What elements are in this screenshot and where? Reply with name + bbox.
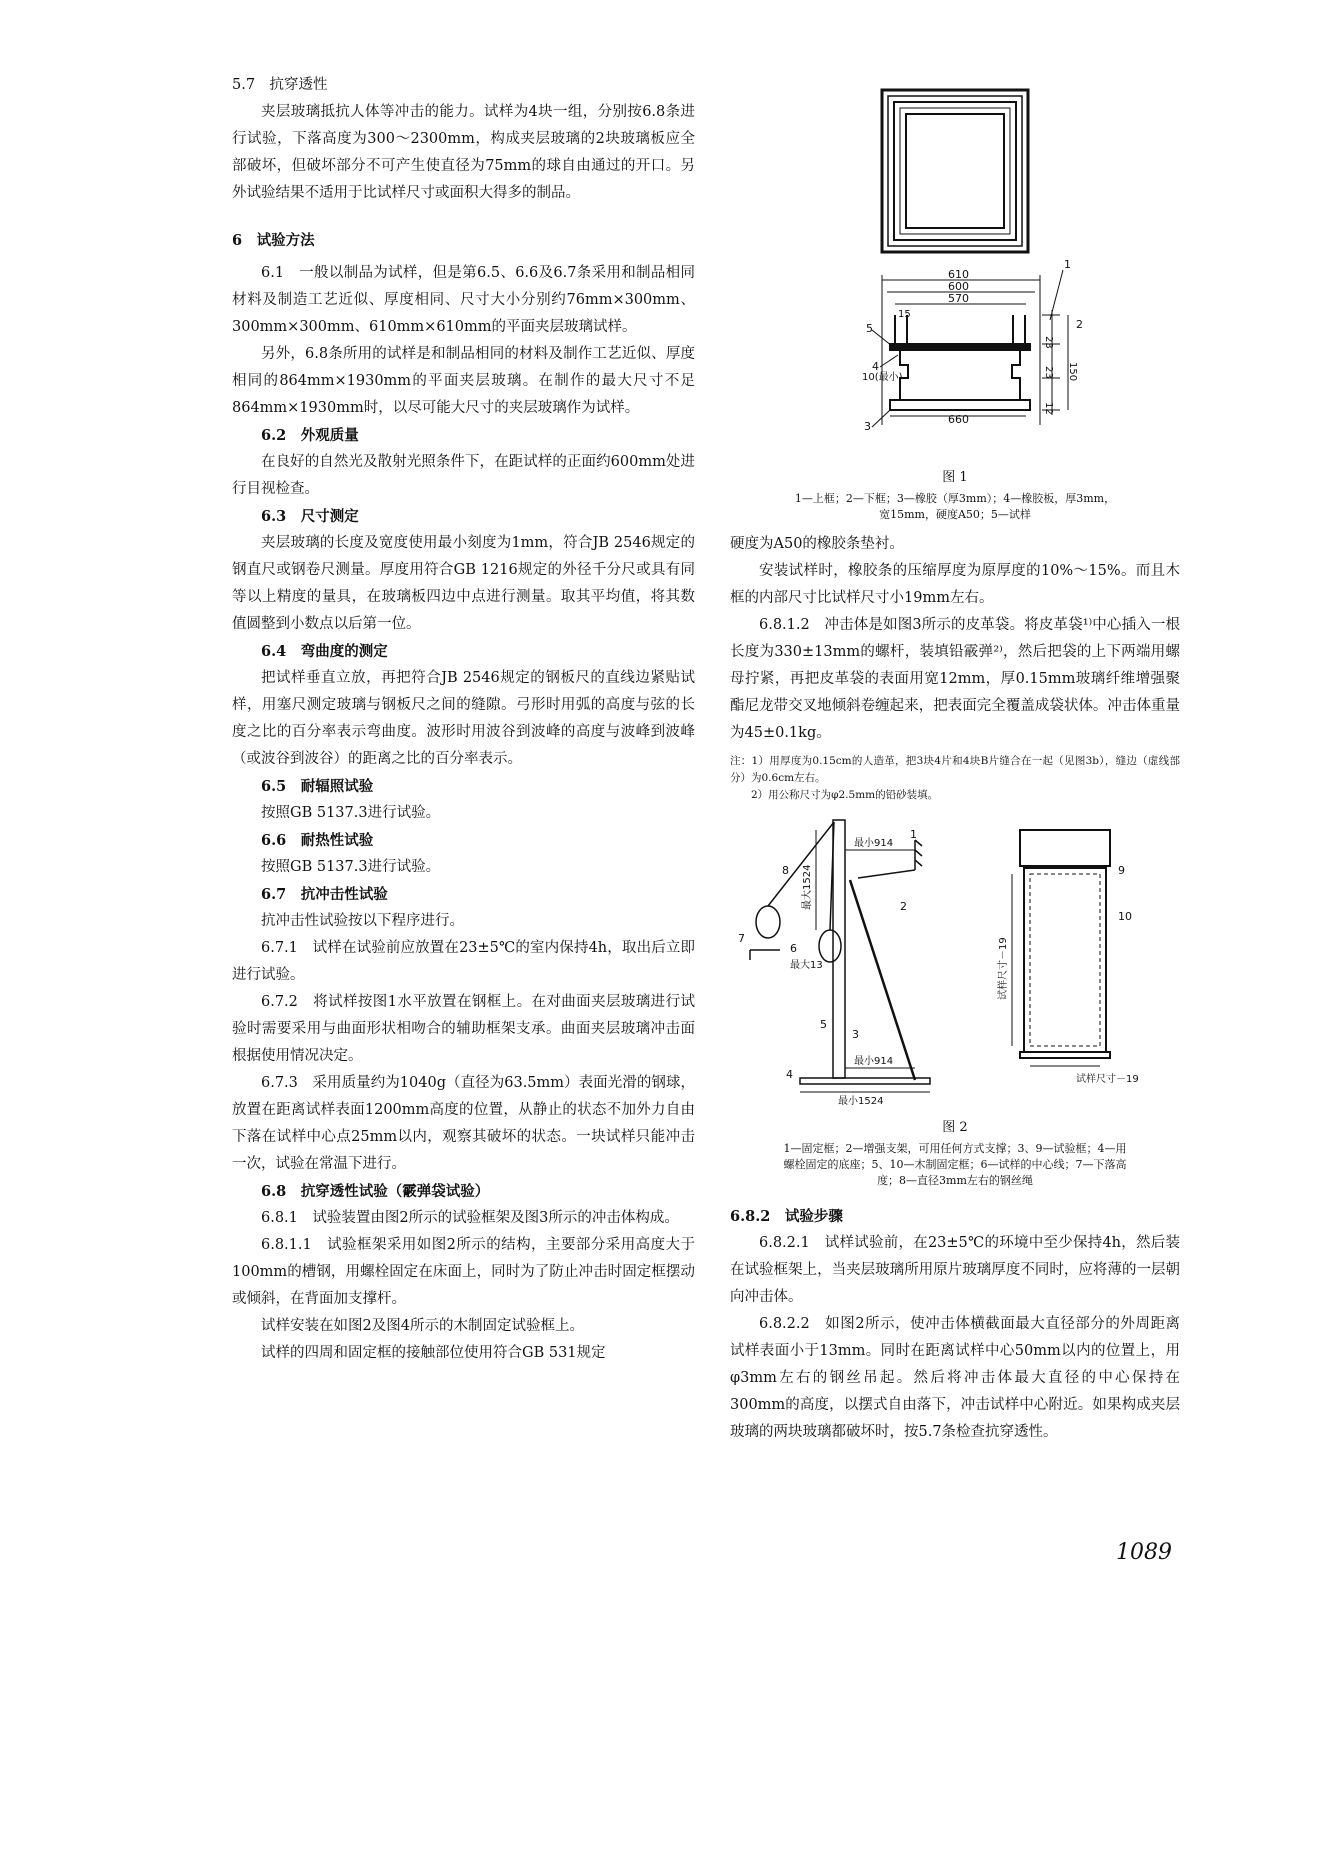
figure-2-title: 图 2	[942, 1120, 968, 1135]
fig2-label-10: 10	[1118, 910, 1132, 923]
section-6-8-1-1-text: 6.8.1.1 试验框架采用如图2所示的结构，主要部分采用高度大于100mm的槽钢，用螺栓固定在床面上，同时为了防止冲击时固定框摆动或倾斜，在背面加支撑杆。	[232, 1237, 695, 1307]
fig2-label-2: 2	[900, 900, 907, 913]
section-6-4-title: 6.4 弯曲度的测定	[261, 643, 388, 660]
right-install-text: 安装试样时，橡胶条的压缩厚度为原厚度的10%～15%。而且木框的内部尺寸比试样尺寸小19mm左右。	[730, 563, 1180, 606]
section-6-title: 6 试验方法	[232, 232, 315, 249]
section-6-8-2-title: 6.8.2 试验步骤	[730, 1208, 843, 1225]
dim-570: 570	[948, 292, 969, 305]
section-6-4-text: 把试样垂直立放，再把符合JB 2546规定的钢板尺的直线边紧贴试样，用塞尺测定玻璃与钢板尺之间的缝隙。弓形时用弧的高度与弦的长度之比的百分率表示弯曲度。波形时用波谷到波峰的高度与波峰到波峰（或波谷到波谷）的距离之比的百分率表示。	[232, 670, 695, 767]
fig2-label-5: 5	[820, 1018, 827, 1031]
section-6-5-text: 按照GB 5137.3进行试验。	[261, 805, 441, 821]
section-6-7-3-text: 6.7.3 采用质量约为1040g（直径为63.5mm）表面光滑的钢球，放置在距离试样表面1200mm高度的位置，从静止的状态不加外力自由下落在试样中心点25mm以内，观察其破坏的状态。一块试样只能冲击一次，试验在常温下进行。	[232, 1075, 695, 1172]
figure-2-drawing	[730, 810, 1180, 1110]
figure-1-drawing	[730, 80, 1180, 460]
fig1-label-3: 3	[864, 420, 871, 433]
figure-1-title: 图 1	[942, 470, 968, 485]
right-column	[730, 80, 1180, 1446]
fig2-label-1: 1	[910, 828, 917, 841]
dim-23-lower: 23	[1043, 366, 1054, 379]
fig1-label-1: 1	[1064, 258, 1071, 271]
left-column	[232, 72, 695, 1367]
section-6-8-1-2-text: 6.8.1.2 冲击体是如图3所示的皮革袋。将皮革袋¹⁾中心插入一根长度为330±13mm的螺杆，装填铅霰弹²⁾，然后把袋的上下两端用螺母拧紧，再把皮革袋的表面用宽12mm，厚0.15mm玻璃纤维增强聚酯尼龙带交叉地倾斜卷缠起来，把表面完全覆盖成袋状体。冲击体重量为45±0.1kg。	[730, 617, 1180, 741]
section-6-8-2-1-text: 6.8.2.1 试样试验前，在23±5℃的环境中至少保持4h，然后装在试验框架上，当夹层玻璃所用原片玻璃厚度不同时，应将薄的一层朝向冲击体。	[730, 1235, 1180, 1305]
section-6-3-text: 夹层玻璃的长度及宽度使用最小刻度为1mm，符合JB 2546规定的钢直尺或钢卷尺测量。厚度用符合GB 1216规定的外径千分尺或具有同等以上精度的量具，在玻璃板四边中点进行测量。取其平均值，将其数值圆整到小数点以后第一位。	[232, 535, 695, 632]
section-6-1-text-2: 另外，6.8条所用的试样是和制品相同的材料及制作工艺近似、厚度相同的864mm×1930mm的平面夹层玻璃。在制作的最大尺寸不足864mm×1930mm时，以尽可能大尺寸的夹层玻璃作为试样。	[232, 346, 695, 416]
section-5-7-title: 5.7 抗穿透性	[232, 77, 328, 93]
section-6-7-2-text: 6.7.2 将试样按图1水平放置在钢框上。在对曲面夹层玻璃进行试验时需要采用与曲面形状相吻合的辅助框架支承。曲面夹层玻璃冲击面根据使用情况决定。	[232, 994, 695, 1064]
section-6-7-1-text: 6.7.1 试样在试验前应放置在23±5℃的室内保持4h，取出后立即进行试验。	[232, 940, 695, 983]
section-6-8-2-2-text: 6.8.2.2 如图2所示，使冲击体横截面最大直径部分的外周距离试样表面小于13mm。同时在距离试样中心50mm以内的位置上，用φ3mm左右的钢丝吊起。然后将冲击体最大直径的中心保持在300mm的高度，以摆式自由落下，冲击试样中心附近。如果构成夹层玻璃的两块玻璃都破坏时，按5.7条检查抗穿透性。	[730, 1316, 1180, 1440]
section-6-8-1-1-text-2: 试样安装在如图2及图4所示的木制固定试验框上。	[261, 1318, 584, 1334]
fig2-label-6: 6	[790, 942, 797, 955]
frame-cross-section	[890, 315, 1030, 410]
page-number: 1089	[1116, 1540, 1172, 1565]
fig1-label-5: 5	[866, 322, 873, 335]
fig1-label-min10: 10(最小)	[862, 372, 903, 383]
section-6-8-1-text: 6.8.1 试验装置由图2所示的试验框架及图3所示的冲击体构成。	[261, 1210, 679, 1226]
section-5-7-text: 夹层玻璃抵抗人体等冲击的能力。试样为4块一组，分别按6.8条进行试验，下落高度为300～2300mm，构成夹层玻璃的2块玻璃板应全部破坏，但破坏部分不可产生使直径为75mm的球自由通过的开口。另外试验结果不适用于比试样尺寸或面积大得多的制品。	[232, 104, 695, 201]
section-6-8-1-1-text-3: 试样的四周和固定框的接触部位使用符合GB 531规定	[261, 1345, 606, 1361]
figure-1-caption-1: 1—上框；2—下框；3—橡胶（厚3mm）；4—橡胶板，厚3mm，	[794, 492, 1116, 505]
dim-min914-bottom: 最小914	[854, 1056, 894, 1067]
dim-sample-size-horizontal: 试样尺寸－19	[1076, 1074, 1139, 1085]
section-6-2-text: 在良好的自然光及散射光照条件下，在距试样的正面约600mm处进行目视检查。	[232, 454, 695, 497]
note-1: 注：1）用厚度为0.15cm的人造革，把3块4片和4块B片缝合在一起（见图3b），缝边（虚线部分）为0.6cm左右。	[730, 755, 1180, 784]
section-6-2-title: 6.2 外观质量	[261, 427, 359, 444]
figure-2-caption-2: 螺栓固定的底座；5、10—木制固定框；6—试样的中心线；7—下落高	[783, 1158, 1127, 1171]
section-6-6-title: 6.6 耐热性试验	[261, 832, 374, 849]
test-frame-front-view	[1020, 830, 1110, 1058]
dim-min1524: 最小1524	[838, 1096, 884, 1107]
note-2: 2）用公称尺寸为φ2.5mm的铅砂装填。	[751, 789, 939, 801]
fig2-label-9: 9	[1118, 864, 1125, 877]
section-6-6-text: 按照GB 5137.3进行试验。	[261, 859, 441, 875]
section-6-7-title: 6.7 抗冲击性试验	[261, 886, 388, 903]
section-6-3-title: 6.3 尺寸测定	[261, 508, 359, 525]
dim-15: 15	[898, 309, 911, 320]
fig2-label-7: 7	[738, 932, 745, 945]
dim-min914-top: 最小914	[854, 838, 894, 849]
fig1-label-2: 2	[1076, 318, 1083, 331]
fig2-label-3: 3	[852, 1028, 859, 1041]
dim-610: 610	[948, 268, 969, 281]
dim-sample-size-vertical: 试样尺寸－19	[998, 937, 1009, 1000]
section-6-7-text: 抗冲击性试验按以下程序进行。	[261, 913, 464, 929]
figure-1-caption-2: 宽15mm，硬度A50；5—试样	[879, 508, 1031, 521]
figure-1	[730, 80, 1180, 523]
fig2-label-4: 4	[786, 1068, 793, 1081]
dim-23: 23	[1043, 336, 1054, 349]
fig1-label-4: 4	[872, 360, 879, 373]
section-6-8-title: 6.8 抗穿透性试验（霰弹袋试验）	[261, 1183, 490, 1200]
figure-2-caption-1: 1—固定框；2—增强支架，可用任何方式支撑；3、9—试验框；4—用	[783, 1142, 1127, 1155]
fig2-label-8: 8	[782, 864, 789, 877]
dim-660: 660	[948, 413, 969, 426]
test-frame-side-view	[750, 820, 930, 1084]
dim-150: 150	[1067, 362, 1078, 382]
dim-max13: 最大13	[790, 960, 823, 971]
figure-2-caption-3: 度；8—直径3mm左右的钢丝绳	[877, 1174, 1033, 1187]
section-6-1-text: 6.1 一般以制品为试样，但是第6.5、6.6及6.7条采用和制品相同材料及制造工艺近似、厚度相同、尺寸大小分别约76mm×300mm、300mm×300mm、610mm×610mm的平面夹层玻璃试样。	[232, 265, 695, 335]
section-6-5-title: 6.5 耐辐照试验	[261, 778, 374, 795]
frame-top-view	[882, 90, 1028, 252]
dim-600: 600	[948, 280, 969, 293]
dim-12: 12	[1043, 402, 1054, 415]
right-continuation-text: 硬度为A50的橡胶条垫衬。	[730, 536, 904, 552]
dim-max1524: 最大1524	[802, 864, 813, 910]
figure-2	[730, 810, 1180, 1189]
